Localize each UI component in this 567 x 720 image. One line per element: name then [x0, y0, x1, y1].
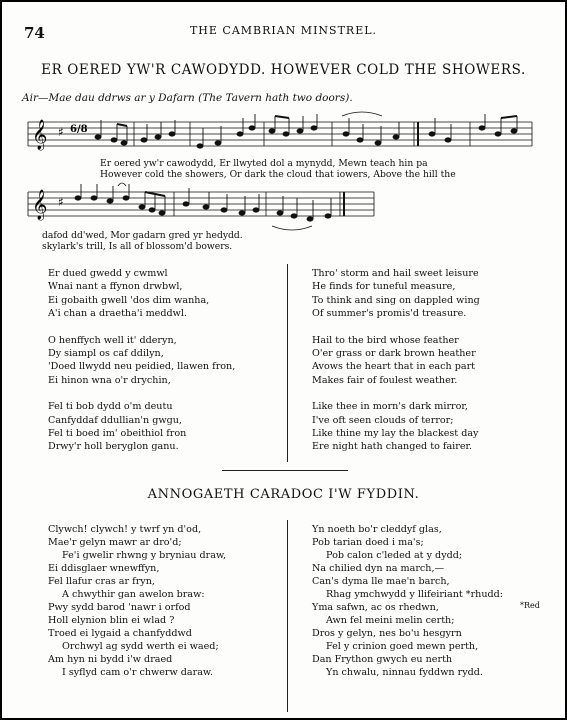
poem-line: Dros y gelyn, nes bo'u hesgyrn — [312, 628, 462, 639]
treble-clef-icon: 𝄞 — [32, 190, 48, 220]
stanza: Hail to the bird whose feather O'er grass or dark brown heather Avows the heart that in each part Makes fair of foulest weather. — [312, 334, 476, 386]
column-divider — [287, 520, 288, 712]
sharp-icon: ♯ — [58, 125, 64, 139]
poem-left-column — [48, 523, 226, 679]
poem-line: Rhag ymchwydd y llifeiriant *rhudd: — [326, 589, 504, 600]
stanza: Like thee in morn's dark mirror, I've oft seen clouds of terror; Like thine my lay the blackest day Ere night hath changed to fairer. — [312, 401, 479, 453]
poem-line: A chwythir gan awelon braw: — [62, 589, 205, 600]
lyrics-row2-english: skylark's trill, Is all of blossom'd bowers. — [42, 241, 233, 252]
poem-line: Ei ddisglaer wnewffyn, — [48, 563, 160, 574]
page-number: 74 — [24, 24, 45, 42]
poem-line: Orchwyl ag sydd werth ei waed; — [62, 641, 219, 652]
poem-line: Fel llafur cras ar fryn, — [48, 576, 155, 587]
sharp-icon: ♯ — [58, 195, 64, 209]
poem-line: Awn fel meini melin certh; — [326, 615, 455, 626]
column-divider — [287, 264, 288, 462]
song-title: ANNOGAETH CARADOC I'W FYDDIN. — [147, 487, 420, 502]
lyrics-row2-welsh: dafod dd'wed, Mor gadarn gred yr hedydd. — [42, 230, 243, 241]
lyrics-row1-welsh: Er oered yw'r cawodydd, Er llwyted dol a mynydd, Mewn teach hin pa — [100, 158, 428, 169]
poem-line: Yn noeth bo'r cleddyf glas, — [312, 524, 442, 535]
poem-line: Na chilied dyn na march,— — [312, 563, 445, 574]
poem-line: Troed ei lygaid a chanfyddwd — [48, 628, 192, 639]
footnote: *Red — [520, 601, 540, 610]
poem-line: Am hyn ni bydd i'w draed — [48, 654, 173, 665]
stanza: Fel ti bob dydd o'm deutu Canfyddaf ddullian'n gwgu, Fel ti boed im' obeithiol fron Drwy'r holl beryglon ganu. — [48, 401, 187, 453]
poem-line: Pob calon c'leded at y dydd; — [326, 550, 463, 561]
poem-line: Dan Frython gwych eu nerth — [312, 654, 453, 665]
poem-line: Can's dyma lle mae'n barch, — [312, 576, 450, 587]
poem-line: I syflyd cam o'r chwerw daraw. — [62, 667, 214, 678]
stanza: Er dued gwedd y cwmwl Wnai nant a ffynon drwbwl, Ei gobaith gwell 'dos dim wanha, A'i chan a draetha'i meddwl. — [48, 268, 210, 320]
poem-right-column — [312, 523, 503, 679]
poem-line: Clywch! clywch! y twrf yn d'od, — [48, 524, 202, 535]
poem-line: Pwy sydd barod 'nawr i orfod — [48, 602, 191, 613]
stanza: O henffych well it' dderyn, Dy siampl os caf ddilyn, 'Doed llwydd neu peidied, llawen fron, Ei hinon wna o'r drychin, — [48, 334, 236, 386]
poem-line: Fe'i gwelir rhwng y bryniau draw, — [62, 550, 227, 561]
svg-text:6/8: 6/8 — [70, 124, 88, 135]
poem-line: Pob tarian doed i ma's; — [312, 537, 424, 548]
section-rule — [222, 470, 348, 471]
poem-line: Mae'r gelyn mawr ar dro'd; — [48, 537, 182, 548]
poem-line: Yma safwn, ac os rhedwn, — [312, 602, 439, 613]
welsh-verses — [48, 267, 235, 454]
stanza: Thro' storm and hail sweet leisure He finds for tuneful measure, To think and sing on dappled wing Of summer's promis'd treasure. — [312, 268, 480, 320]
treble-clef-icon: 𝄞 — [32, 120, 48, 150]
running-head: THE CAMBRIAN MINSTREL. — [189, 24, 378, 37]
air-line: Air—Mae dau ddrws ar y Dafarn (The Tavern hath two doors). — [22, 92, 353, 104]
poem-line: Fel y crinion goed mewn perth, — [326, 641, 479, 652]
english-verses — [312, 267, 480, 454]
poem-line: Yn chwalu, ninnau fyddwn rydd. — [326, 667, 483, 678]
poem-line: Holl elynion blin ei wlad ? — [48, 615, 175, 626]
lyrics-row1-english: However cold the showers, Or dark the cloud that iowers, Above the hill the — [100, 169, 456, 180]
song-title: ER OERED YW'R CAWODYDD. HOWEVER COLD THE SHOWERS. — [41, 62, 526, 78]
